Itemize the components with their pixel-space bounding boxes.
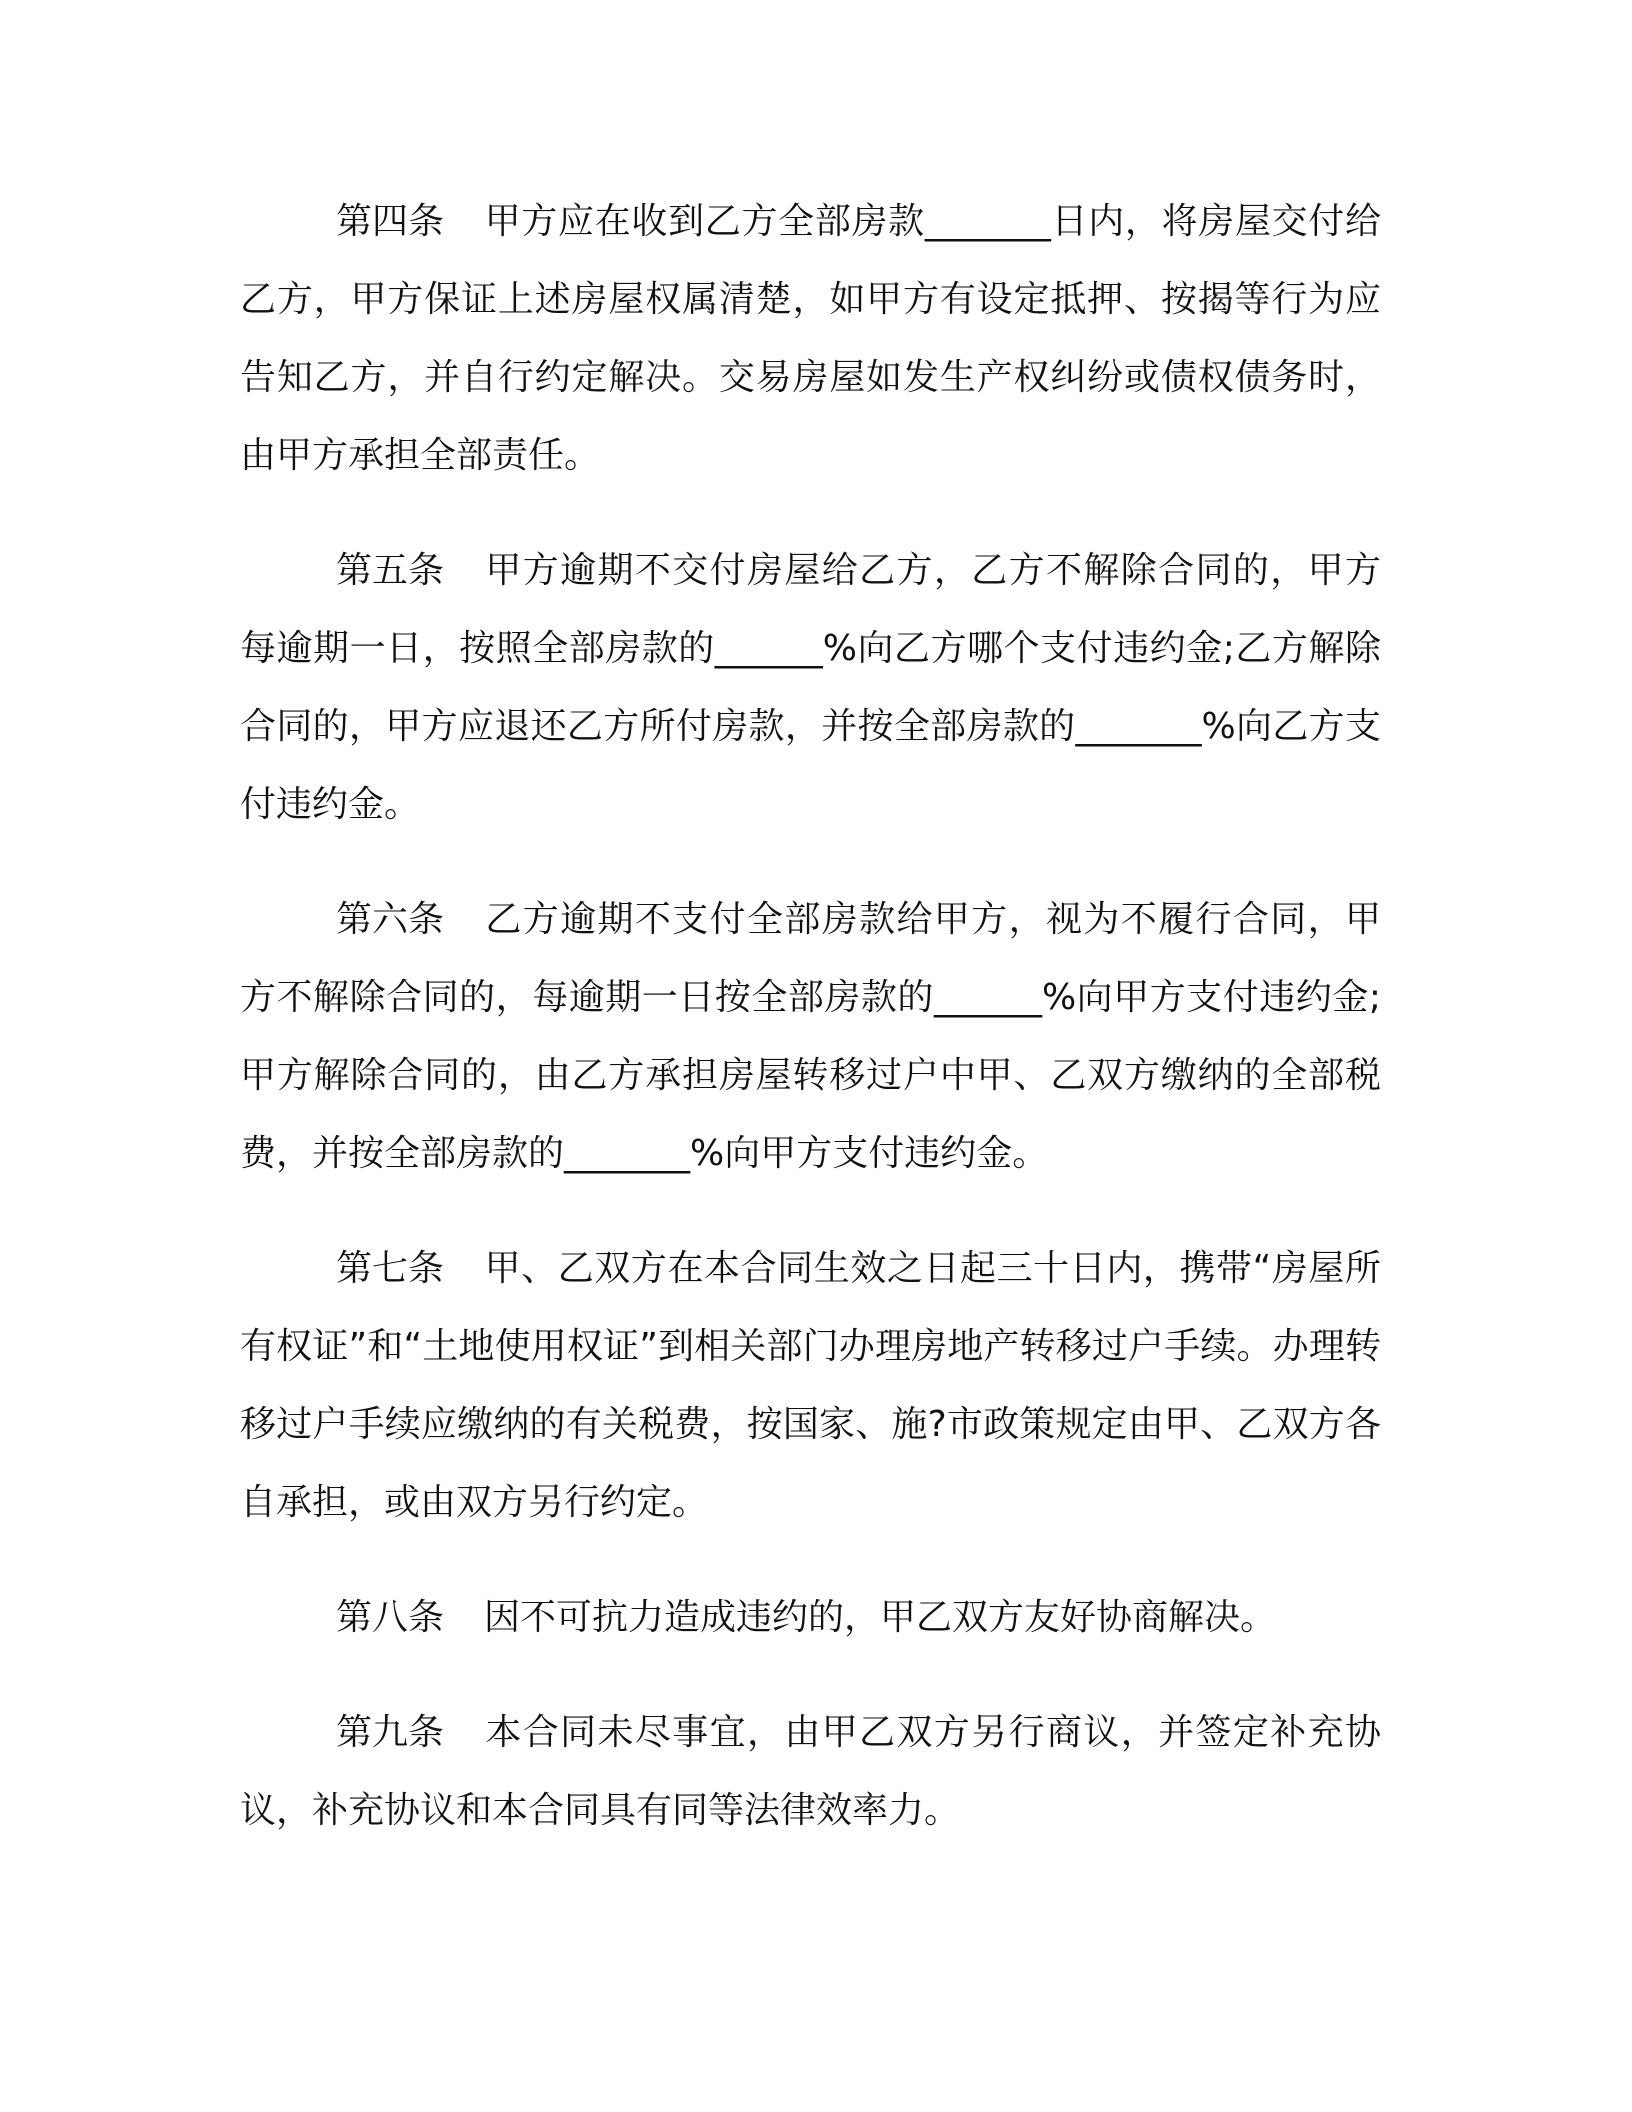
clause-number: 第六条 — [336, 899, 445, 940]
clause-text: 因不可抗力造成违约的，甲乙双方友好协商解决。 — [484, 1597, 1277, 1638]
clause-5 — [240, 532, 1381, 844]
clause-4 — [240, 183, 1381, 495]
clause-text: 甲方应在收到乙方全部房款_______日内，将房屋交付给乙方，甲方保证上述房屋权属清楚，如甲方有设定抵押、按揭等行为应告知乙方，并自行约定解决。交易房屋如发生产权纠纷或债权债务时，由甲方承担全部责任。 — [240, 201, 1381, 476]
clause-7 — [240, 1230, 1381, 1542]
clause-number: 第五条 — [336, 550, 445, 591]
clause-text: 甲方逾期不交付房屋给乙方，乙方不解除合同的，甲方每逾期一日，按照全部房款的______%向乙方哪个支付违约金;乙方解除合同的，甲方应退还乙方所付房款，并按全部房款的_______%向乙方支付违约金。 — [240, 550, 1381, 825]
clause-number: 第四条 — [336, 201, 445, 242]
clause-text: 乙方逾期不支付全部房款给甲方，视为不履行合同，甲方不解除合同的，每逾期一日按全部房款的______%向甲方支付违约金;甲方解除合同的，由乙方承担房屋转移过户中甲、乙双方缴纳的全部税费，并按全部房款的_______%向甲方支付违约金。 — [240, 899, 1381, 1174]
clause-6 — [240, 881, 1381, 1193]
document-page — [240, 183, 1381, 1887]
clause-number: 第七条 — [336, 1248, 445, 1289]
clause-text: 甲、乙双方在本合同生效之日起三十日内，携带“房屋所有权证”和“土地使用权证”到相关部门办理房地产转移过户手续。办理转移过户手续应缴纳的有关税费，按国家、施?市政策规定由甲、乙双方各自承担，或由双方另行约定。 — [240, 1248, 1381, 1523]
clause-8 — [240, 1579, 1381, 1657]
clause-text: 本合同未尽事宜，由甲乙双方另行商议，并签定补充协议，补充协议和本合同具有同等法律效率力。 — [240, 1712, 1381, 1831]
clause-number: 第八条 — [336, 1597, 445, 1638]
clause-9 — [240, 1694, 1381, 1850]
clause-number: 第九条 — [336, 1712, 445, 1753]
